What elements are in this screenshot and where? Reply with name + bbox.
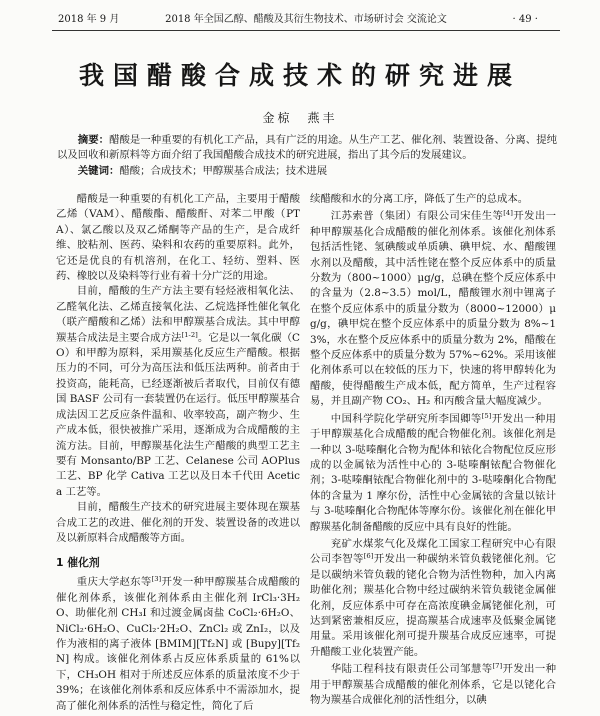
citation-ref: [5]: [481, 411, 492, 420]
article-authors: 金椋 燕丰: [262, 111, 338, 125]
paragraph-text: 开发出一种碳纳米管负载铑催化剂。它是以碳纳米管负载的铑化合物为活性物种，加入内离助催化剂；羰基化合物中经过碳纳米管负载铑金属催化剂，反应体系中可存在高浓度碘金属铑催化剂，可达到紧密兼相反应，提高羰基合成速率及低聚金属铑用量。采用该催化剂可提升羰基合成反应速率，可提升醋酸工业化装置产能。: [310, 553, 556, 658]
running-header: [52, 13, 560, 31]
paragraph-text: 开发出一种用于甲醇羰基合成醋酸的催化剂体系，它是以铑化合物为羰基合成催化剂的活性组分，以碘: [310, 663, 556, 706]
paragraph-text: 开发出一种甲醇羰基化合成醋酸的催化剂体系。该催化剂体系包括活性铑、氢碘酸或单质碘、碘甲烷、水、醋酸锂水剂以及醋酸，其中活性铑在整个反应体系中的质量分数为（800~1000）μg/g，总碘在整个反应体系中的含量为（2.8~3.5）mol/L，醋酸锂水剂中锂离子在整个反应体系中的质量分数为（8000~12000）μg/g，碘甲烷在整个反应体系中的质量分数为 8%~13%，水在整个反应体系中的质量分数为 2%，醋酸在整个反应体系中的质量分数为 57%~62%。采用该催化剂体系可以在较低的压力下，快速的将甲醇转化为醋酸，使得醋酸生产成本低，配方简单，生产过程容易，并且副产物 CO₂、H₂ 和丙酸含量大幅度减少。: [310, 210, 556, 408]
paragraph-text: 目前，醋酸生产技术的研究进展主要体现在羰基合成工艺的改进、催化剂的开发、装置设备的改进以及以新原料合成醋酸等方面。: [56, 501, 300, 544]
article-title: 我国醋酸合成技术的研究进展: [78, 61, 521, 90]
right-column: [310, 192, 556, 716]
paragraph-text: 开发出一种用于甲醇羰基化合成醋酸的配合物催化剂。该催化剂是一种以 3-哒嗪酮化合物为配体和铱化合物配位反应形成的以金属铱为活性中心的 3-哒嗪酮铱配合物催化剂；3-哒嗪酮铱配合物催化剂中的 3-哒嗪酮化合物配体的含量为 1 摩尔份，活性中心金属铱的含量以铱计与 3-哒嗪酮化合物配体等摩尔份。该催化剂在催化甲醇羰基化制备醋酸的反应中具有良好的性能。: [310, 412, 556, 533]
catalyst-paragraph-2: [310, 209, 556, 409]
page-number: · 49 ·: [512, 14, 538, 25]
citation-ref: [7]: [492, 662, 503, 671]
catalyst-paragraph-5: [310, 662, 556, 708]
paragraph-text: 醋酸是一种重要的有机化工产品，主要用于醋酸乙烯（VAM）、醋酸酯、醋酸酐、对苯二甲酸（PTA）、氯乙酸以及双乙烯酮等产品的生产，是合成纤维、胶粘剂、医药、染料和农药的重要原料。此外，它还是优良的有机溶剂，在化工、轻纺、塑料、医药、橡胶以及染料等行业有着十分广泛的用途。: [56, 193, 300, 283]
intro-paragraph-3: [56, 500, 300, 546]
paragraph-text: 重庆大学赵东等: [76, 576, 152, 589]
paragraph-text: 华陆工程科技有限责任公司邹慧等: [330, 663, 493, 676]
paragraph-text: 。它是以一氧化碳（CO）和甲醇为原料，采用羰基化反应生产醋酸。根据压力的不同，可分为高压法和低压法两种。前者由于投资高，能耗高，已经逐渐被后者取代，目前仅有德国 BASF 公司有一套装置仍在运行。低压甲醇羰基合成法因工艺反应条件温和、收率较高，副产物少、生产成本低，很快被推广采用，逐渐成为合成醋酸的主流方法。目前，甲醇羰基化法生产醋酸的典型工艺主要有 Monsanto/BP 工艺、Celanese 公司 AOPlus 工艺、BP 化学 Cativa 工艺以及日本千代田 Acetica 工艺等。: [56, 331, 300, 498]
citation-ref: [4]: [503, 209, 513, 218]
abstract-block: [57, 133, 557, 179]
abstract-label: 摘要：: [77, 134, 110, 146]
paragraph-text: 目前，醋酸的生产方法主要有轻烃液相氧化法、乙醛氧化法、乙烯直接氧化法、乙烷选择性催化氧化（联产醋酸和乙烯）法和甲醇羰基合成法。其中甲醇羰基合成法是主要合成方法: [56, 285, 300, 344]
catalyst-paragraph-1: [56, 575, 300, 714]
left-column: [56, 192, 300, 716]
catalyst-paragraph-3: [310, 412, 556, 535]
abstract-text: 醋酸是一种重要的有机化工产品，具有广泛的用途。从生产工艺、催化剂、装置设备、分离、提纯以及回收和新原料等方面介绍了我国醋酸合成技术的研究进展，指出了其今后的发展建议。: [57, 134, 558, 162]
catalyst-paragraph-4: [310, 537, 556, 660]
citation-ref: [3]: [151, 575, 162, 584]
citation-ref: [1-2]: [181, 330, 198, 339]
intro-paragraph-1: [56, 192, 300, 284]
intro-paragraph-2: [56, 284, 300, 500]
paragraph-text: 兖矿水煤浆气化及煤化工国家工程研究中心有限公司李智等: [310, 537, 556, 566]
keywords-paragraph: [57, 164, 557, 179]
continued-paragraph: [310, 192, 556, 207]
abstract-paragraph: [57, 133, 557, 164]
citation-ref: [6]: [363, 552, 374, 561]
paragraph-text: 中国科学院化学研究所李国卿等: [330, 412, 482, 425]
section-heading-catalyst: 1 催化剂: [56, 556, 100, 570]
keywords-text: 醋酸；合成技术；甲醇羰基合成法；技术进展: [119, 164, 328, 177]
paragraph-text: 江苏索普（集团）有限公司宋佳生等: [330, 210, 504, 223]
paragraph-text: 开发一种甲醇羰基合成醋酸的催化剂体系，该催化剂体系由主催化剂 IrCl₃·3H₂O、助催化剂 CH₃I 和过渡金属卤盐 CoCl₂·6H₂O、NiCl₂·6H₂O、CuCl₂·2H₂O、ZnCl₂ 或 ZnI₂，以及作为液相的离子液体 [BMIM][Tf₂N] 或 [Bupy][Tf₂N] 构成。该催化剂体系占反应体系质量的 61%以下，CH₃OH 相对于所述反应体系的质量浓度不少于 39%；在该催化剂体系和反应体系中不需添加水，提高了催化剂体系的活性与稳定性，简化了后: [56, 576, 300, 712]
paragraph-text: 续醋酸和水的分离工序，降低了生产的总成本。: [310, 193, 529, 205]
conference-name: 2018 年全国乙醇、醋酸及其衍生物技术、市场研讨会 交流论文: [165, 14, 447, 25]
keywords-label: 关键词：: [77, 164, 120, 177]
issue-date: 2018 年 9 月: [58, 14, 120, 25]
